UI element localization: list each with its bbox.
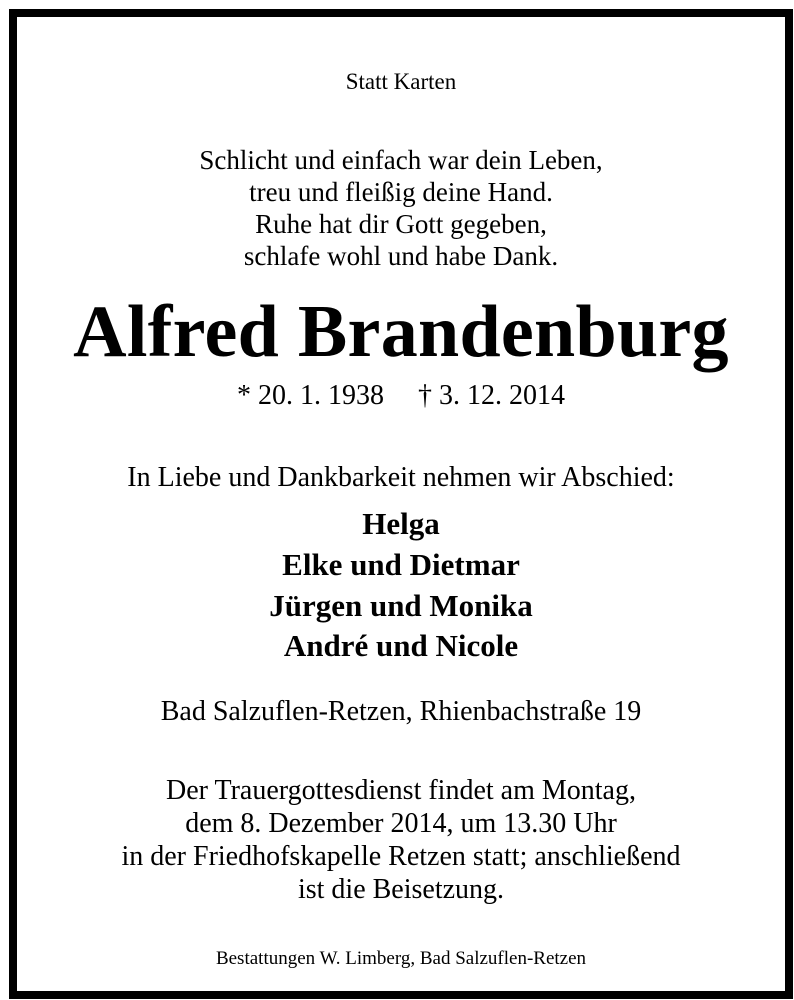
verse-line: schlafe wohl und habe Dank. [243,241,559,271]
deceased-name: Alfred Brandenburg [73,291,729,373]
verse-line: Schlicht und einfach war dein Leben, [199,145,603,175]
mourner-name: Helga [362,506,440,541]
mourner-name: André und Nicole [283,628,519,663]
service-info-line: in der Friedhofskapelle Retzen statt; anschließend [121,841,681,872]
funeral-home-credit: Bestattungen W. Limberg, Bad Salzuflen-Retzen [215,948,587,969]
life-dates [17,382,785,410]
verse-line: treu und fleißig deine Hand. [249,177,553,207]
birth-date: * 20. 1. 1938 [237,380,384,411]
death-date: † 3. 12. 2014 [418,380,565,411]
service-info-line: Der Trauergottesdienst findet am Montag, [166,775,636,806]
obituary-border [9,9,793,999]
statt-karten-header: Statt Karten [345,69,457,94]
mourner-name: Elke und Dietmar [282,547,520,582]
verse-line: Ruhe hat dir Gott gegeben, [255,209,547,239]
service-info-line: dem 8. Dezember 2014, um 13.30 Uhr [185,808,617,839]
service-info-line: ist die Beisetzung. [297,874,505,905]
family-address: Bad Salzuflen-Retzen, Rhienbachstraße 19 [160,696,642,727]
mourner-name: Jürgen und Monika [269,588,533,623]
farewell-intro: In Liebe und Dankbarkeit nehmen wir Abschied: [127,462,675,493]
